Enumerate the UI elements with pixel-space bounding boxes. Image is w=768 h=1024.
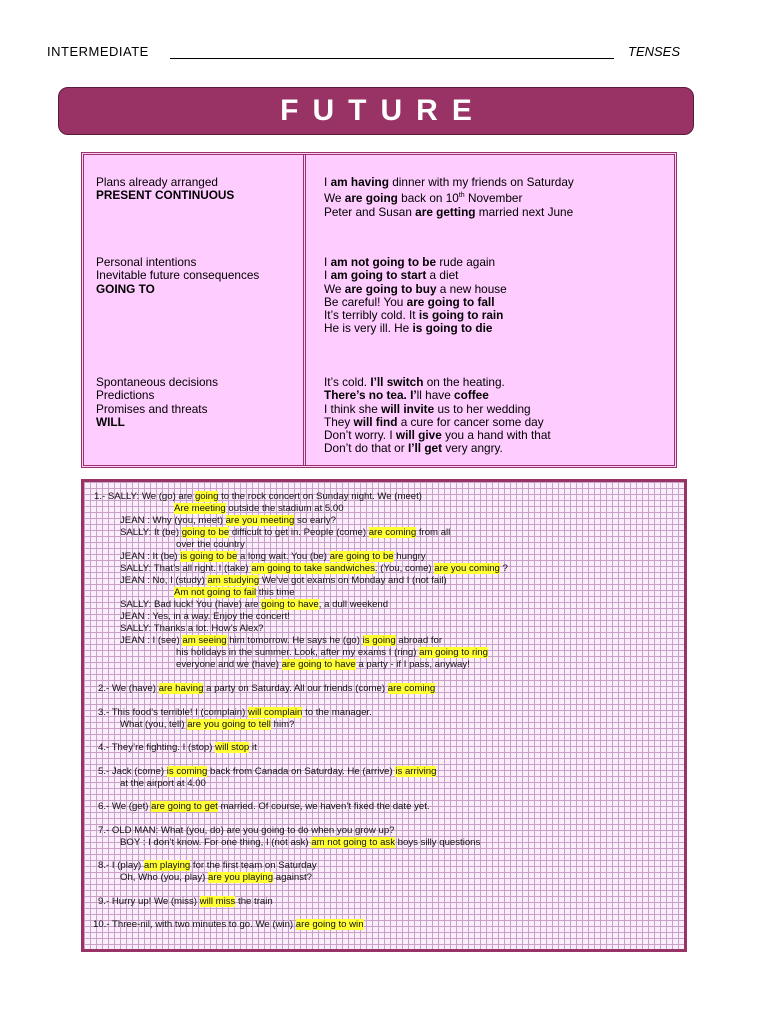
example-line: We are going to buy a new house <box>324 281 507 296</box>
going-to-uses <box>96 256 259 296</box>
example-line: Don’t worry. I will give you a hand with that <box>324 428 551 443</box>
exercise-line: SALLY: It (be) going to be difficult to get in. People (come) are coming from all <box>120 527 451 538</box>
exercise-line: 7.- OLD MAN: What (you, do) are you going to do when you grow up? <box>98 825 395 836</box>
use-label: Promises and threats <box>96 401 208 416</box>
use-label: Spontaneous decisions <box>96 375 218 389</box>
use-label: Inevitable future consequences <box>96 268 260 283</box>
example-line: He is very ill. He is going to die <box>324 321 493 336</box>
column-divider <box>303 155 306 465</box>
example-line: There’s no tea. I’ll have coffee <box>324 388 489 403</box>
tense-name: WILL <box>96 414 125 429</box>
example-line: Peter and Susan are getting married next June <box>324 204 574 219</box>
exercise-line: over the country <box>176 539 245 550</box>
title-banner <box>58 87 694 135</box>
example-line: Don’t do that or I’ll get very angry. <box>324 441 503 456</box>
exercise-line: BOY : I don’t know. For one thing, I (not ask) am not going to ask boys silly questions <box>120 837 481 848</box>
exercise-line: SALLY: Thanks a lot. How’s Alex? <box>120 623 264 634</box>
rules-table <box>81 152 677 468</box>
exercise-line: 10.- Three-nil, with two minutes to go. We (win) are going to win <box>93 919 364 930</box>
exercise-line: Am not going to fail this time <box>174 587 295 598</box>
exercise-line: 5.- Jack (come) is coming back from Canada on Saturday. He (arrive) is arriving <box>98 766 437 777</box>
exercise-line: JEAN : Why (you, meet) are you meeting so early? <box>120 515 336 526</box>
example-line: It’s terribly cold. It is going to rain <box>324 308 504 323</box>
exercise-box <box>81 479 687 952</box>
example-line: They will find a cure for cancer some day <box>324 414 544 429</box>
exercise-line: his holidays in the summer. Look, after my exams I (ring) am going to ring <box>176 647 488 658</box>
exercise-line: JEAN : No, I (study) am studying We’ve got exams on Monday and I (not fail) <box>120 575 447 586</box>
exercise-line: 2.- We (have) are having a party on Saturday. All our friends (come) are coming <box>98 683 436 694</box>
exercise-line: at the airport at 4.00 <box>120 778 206 789</box>
use-label: Plans already arranged <box>96 175 218 189</box>
will-examples <box>324 376 551 456</box>
exercise-line: 9.- Hurry up! We (miss) will miss the train <box>98 896 273 907</box>
going-to-examples <box>324 256 507 336</box>
exercise-line: JEAN : I (see) am seeing him tomorrow. He says he (go) is going abroad for <box>120 635 443 646</box>
use-label: Personal intentions <box>96 255 197 269</box>
exercise-line: 4.- They’re fighting. I (stop) will stop it <box>98 742 257 753</box>
example-line: I am having dinner with my friends on Saturday <box>324 175 574 189</box>
exercise-line: 3.- This food’s terrible! I (complain) will complain to the manager. <box>98 707 372 718</box>
example-line: I am not going to be rude again <box>324 255 496 269</box>
present-continuous-examples <box>324 176 574 219</box>
exercise-line: Oh, Who (you, play) are you playing against? <box>120 872 312 883</box>
present-continuous-uses <box>96 176 234 203</box>
page-title: FUTURE <box>280 94 486 127</box>
exercise-line: JEAN : It (be) is going to be a long wait. You (be) are going to be hungry <box>120 551 426 562</box>
exercise-line: JEAN : Yes, in a way. Enjoy the concert! <box>120 611 290 622</box>
example-line: I am going to start a diet <box>324 268 459 283</box>
example-line: I think she will invite us to her wedding <box>324 401 531 416</box>
name-line <box>170 58 614 59</box>
exercise-line: SALLY: That’s all right. I (take) am going to take sandwiches. (You, come) are you coming ? <box>120 563 508 574</box>
exercise-line: 6.- We (get) are going to get married. Of course, we haven’t fixed the date yet. <box>98 801 430 812</box>
exercise-line: 8.- I (play) am playing for the first team on Saturday <box>98 860 317 871</box>
example-line: Be careful! You are going to fall <box>324 294 495 309</box>
example-line: It’s cold. I’ll switch on the heating. <box>324 375 505 389</box>
topic-label: TENSES <box>628 44 681 59</box>
exercise-line: 1.- SALLY: We (go) are going to the rock concert on Sunday night. We (meet) <box>94 491 422 502</box>
example-line: We are going back on 10th November <box>324 191 523 206</box>
use-label: Predictions <box>96 388 155 403</box>
exercise-line: SALLY: Bad luck! You (have) are going to have, a dull weekend <box>120 599 389 610</box>
exercise-line: everyone and we (have) are going to have a party - if I pass, anyway! <box>176 659 470 670</box>
exercise-line: Are meeting outside the stadium at 5.00 <box>174 503 344 514</box>
tense-name: PRESENT CONTINUOUS <box>96 188 235 203</box>
will-uses <box>96 376 218 429</box>
level-label: INTERMEDIATE <box>47 44 149 59</box>
tense-name: GOING TO <box>96 281 155 296</box>
exercise-line: What (you, tell) are you going to tell him? <box>120 719 295 730</box>
